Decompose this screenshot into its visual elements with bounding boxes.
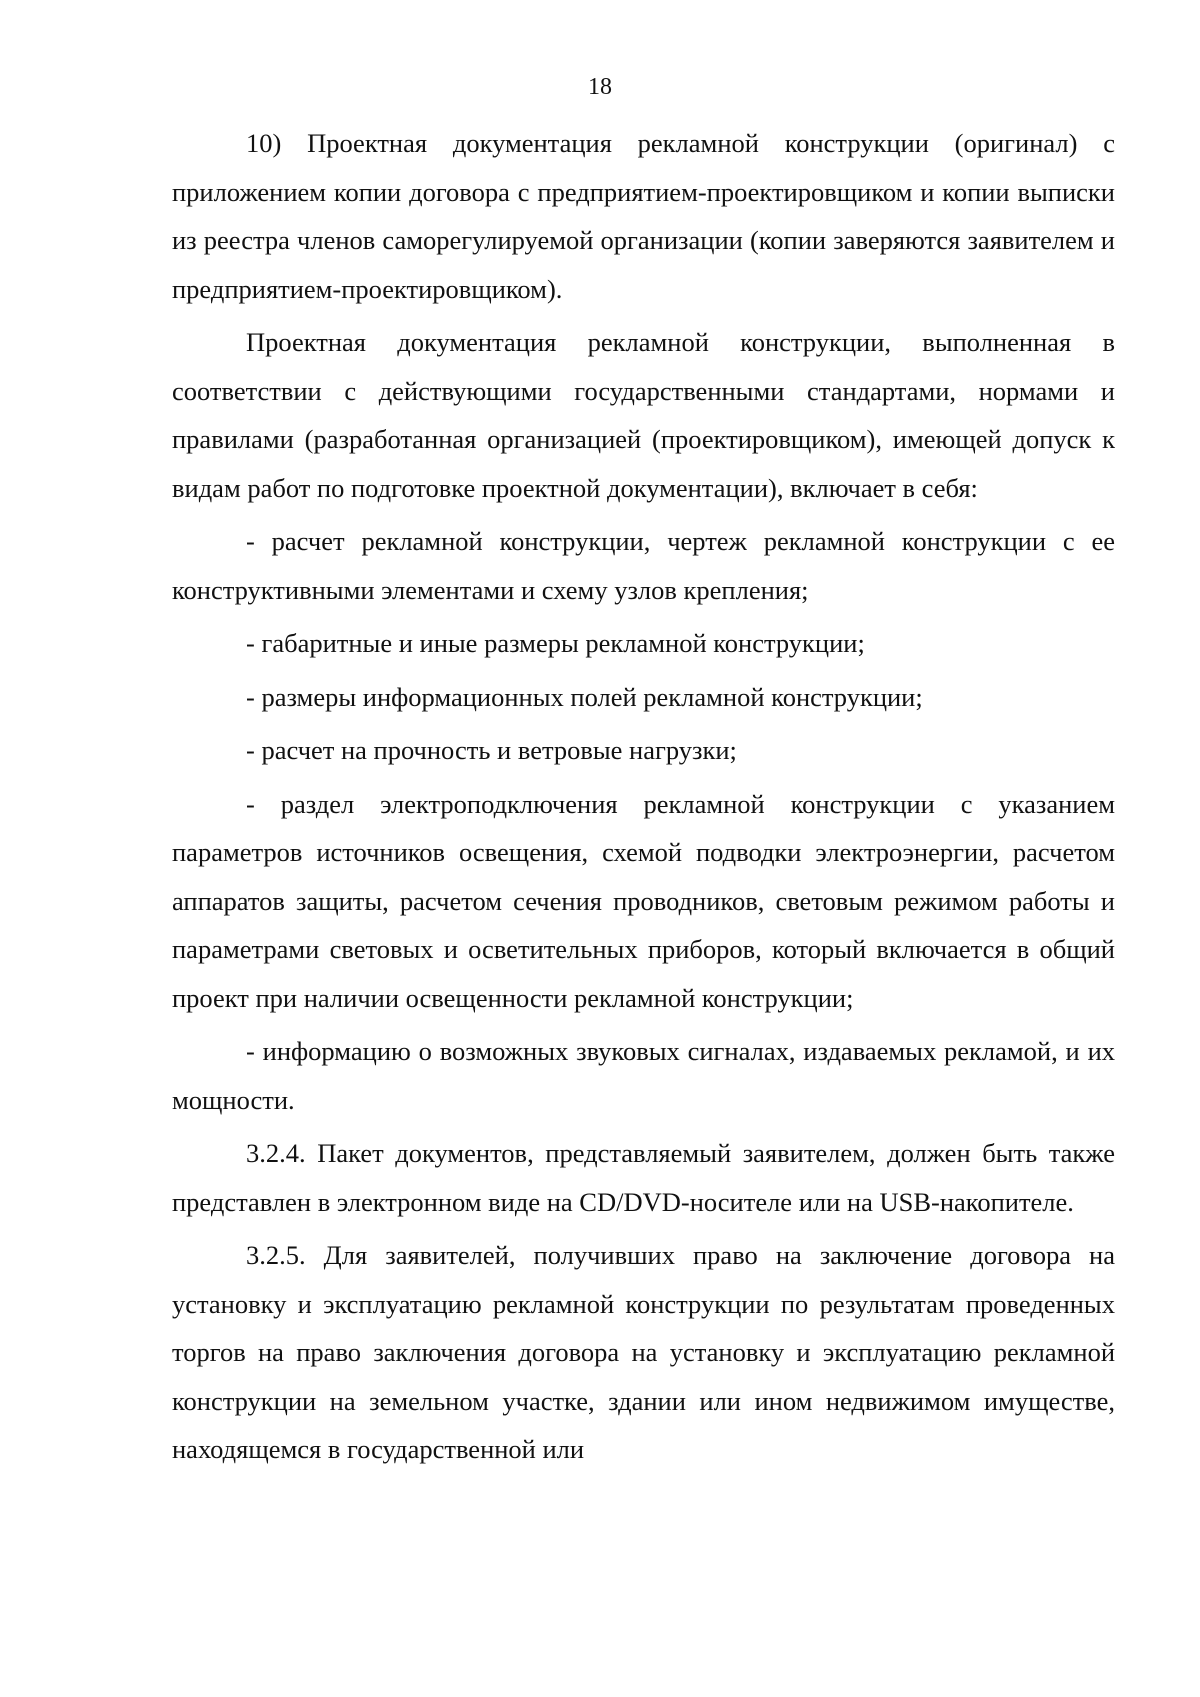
list-item-strength-wind-loads: - расчет на прочность и ветровые нагрузки; (246, 735, 737, 765)
paragraph-3-2-4: 3.2.4. Пакет документов, представляемый заявителем, должен быть также представлен в электронном виде на CD/DVD-носителе или на USB-накопителе. (172, 1138, 1115, 1217)
list-item-sound-signals: - информацию о возможных звуковых сигналах, издаваемых рекламой, и их мощности. (172, 1036, 1115, 1115)
list-item-electrical-section: - раздел электроподключения рекламной конструкции с указанием параметров источников освещения, схемой подводки электроэнергии, расчетом аппаратов защиты, расчетом сечения проводников, световым режимом работы и параметрами световых и осветительных приборов, который включается в общий проект при наличии освещенности рекламной конструкции; (172, 788, 1115, 1013)
list-item-dimensions: - габаритные и иные размеры рекламной конструкции; (246, 628, 865, 658)
list-item-calculation-drawing: - расчет рекламной конструкции, чертеж рекламной конструкции с ее конструктивными элементами и схему узлов крепления; (172, 526, 1115, 605)
paragraph-design-documentation: Проектная документация рекламной конструкции, выполненная в соответствии с действующими государственными стандартами, нормами и правилами (разработанная организацией (проектировщиком), имеющей допуск к видам работ по подготовке проектной документации), включает в себя: (172, 327, 1115, 503)
paragraph-item-10: 10) Проектная документация рекламной конструкции (оригинал) с приложением копии договора с предприятием-проектировщиком и копии выписки из реестра членов саморегулируемой организации (копии заверяются заявителем и предприятием-проектировщиком). (172, 128, 1115, 304)
document-body (172, 119, 1115, 1479)
paragraph-3-2-5: 3.2.5. Для заявителей, получивших право на заключение договора на установку и эксплуатацию рекламной конструкции по результатам проведенных торгов на право заключения договора на установку и эксплуатацию рекламной конструкции на земельном участке, здании или ином недвижимом имуществе, находящемся в государственной или (172, 1240, 1115, 1464)
list-item-information-fields: - размеры информационных полей рекламной конструкции; (246, 681, 923, 712)
page-number: 18 (588, 74, 612, 100)
